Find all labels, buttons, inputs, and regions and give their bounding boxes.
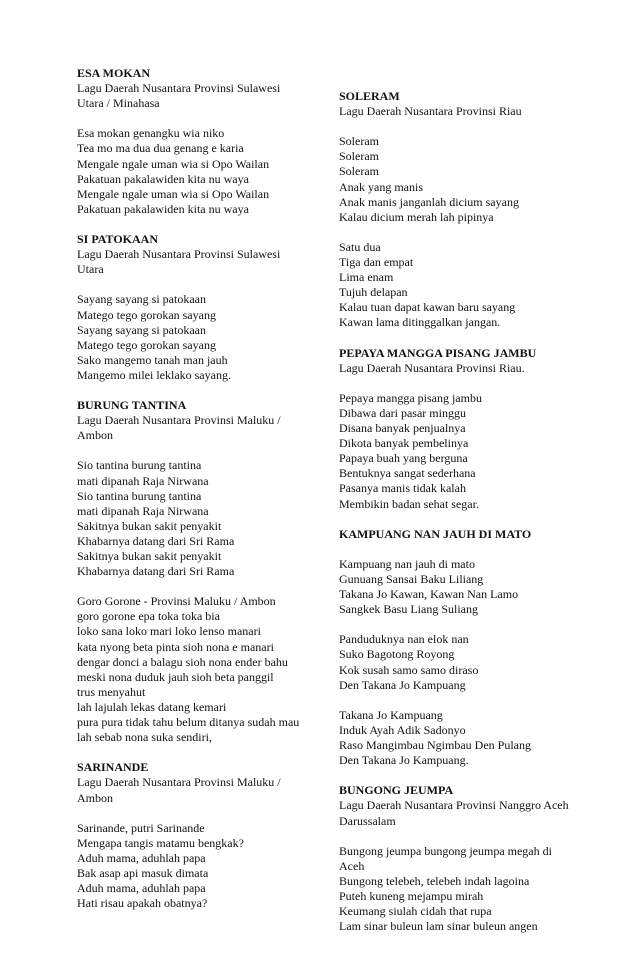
lyric-line: Kalau tuan dapat kawan baru sayang [339,300,516,315]
lyric-line: Soleram [339,164,379,179]
lyric-line: Tiga dan empat [339,255,414,270]
song-origin: Lagu Daerah Nusantara Provinsi Riau [339,104,522,119]
lyric-line: Sio tantina burung tantina [77,458,202,473]
lyric-line: Disana banyak penjualnya [339,421,466,436]
lyric-line: Sakitnya bukan sakit penyakit [77,549,222,563]
lyric-line: Den Takana Jo Kampuang. [339,753,469,768]
lyric-line: Aduh mama, aduhlah papa [77,850,206,865]
lyric-line: Gunuang Sansai Baku Liliang [339,572,484,586]
lyric-line: loko sana loko mari loko lenso manari [77,624,261,639]
lyric-line: Pakatuan pakalawiden kita nu waya [77,171,249,186]
song-title-si-patokaan: SI PATOKAAN [77,232,159,247]
lyric-line: Bak asap api masuk dimata [77,865,209,880]
lyric-line: Anak manis janganlah dicium sayang [339,194,519,209]
lyric-line: Matego tego gorokan sayang [77,337,216,352]
lyric-line: Lima enam [339,270,394,285]
lyric-line: Tea mo ma dua dua genang e karia [77,141,244,156]
lyric-line: Induk Ayah Adik Sadonyo [339,722,466,737]
lyric-line: Kalau dicium merah lah pipinya [339,209,494,224]
lyric-line: Sayang sayang si patokaan [77,292,206,307]
lyric-line: Mengapa tangis matamu bengkak? [77,835,244,850]
left-column [77,66,307,911]
lyric-line: Suko Bagotong Royong [339,647,455,662]
lyric-line: Den Takana Jo Kampuang [339,677,466,692]
lyric-line: mati dipanah Raja Nirwana [77,473,209,488]
lyric-line: Sakitnya bukan sakit penyakit [77,518,222,533]
lyric-line: Panduduknya nan elok nan [339,632,469,647]
lyric-line: Kawan lama ditinggalkan jangan. [339,315,501,330]
song-origin: Lagu Daerah Nusantara Provinsi Sulawesi Utara [77,247,281,277]
song-origin: Lagu Daerah Nusantara Provinsi Nanggro Aceh Darussalam [339,798,569,828]
song-origin: Lagu Daerah Nusantara Provinsi Maluku / Ambon [77,775,281,805]
lyric-line: Sayang sayang si patokaan [77,322,206,337]
lyric-line: Khabarnya datang dari Sri Rama [77,533,235,548]
lyric-line: Pakatuan pakalawiden kita nu waya [77,201,249,216]
song-origin: Lagu Daerah Nusantara Provinsi Riau. [339,360,525,375]
lyric-line: Bungong telebeh, telebeh indah lagoina [339,873,530,888]
song-heading-goro-gorone: Goro Gorone - Provinsi Maluku / Ambon [77,594,276,609]
song-title-burung-tantina: BURUNG TANTINA [77,398,187,413]
lyric-line: Puteh kuneng mejampu mirah [339,888,484,903]
lyric-line: trus menyahut [77,684,146,699]
lyric-line: Raso Mangimbau Ngimbau Den Pulang [339,738,531,753]
lyric-line: dengar donci a balagu sioh nona ender bahu [77,654,288,669]
song-origin: Lagu Daerah Nusantara Provinsi Sulawesi Utara / Minahasa [77,81,281,111]
lyric-line: Tujuh delapan [339,285,408,300]
song-title-sarinande: SARINANDE [77,760,149,775]
lyric-line: kata nyong beta pinta sioh nona e manari [77,639,274,654]
lyric-line: Pasanya manis tidak kalah [339,481,466,496]
lyric-line: goro gorone epa toka toka bia [77,609,220,624]
lyric-line: Soleram [339,134,379,149]
lyric-line: Keumang siulah cidah that rupa [339,904,492,919]
lyric-line: Dibawa dari pasar minggu [339,405,466,420]
lyric-line: Satu dua [339,239,381,254]
lyric-line: Sarinande, putri Sarinande [77,820,205,835]
lyric-line: Anak yang manis [339,179,423,194]
lyric-line: mati dipanah Raja Nirwana [77,503,209,518]
lyric-line: Mangemo milei leklako sayang. [77,367,231,382]
lyric-line: Papaya buah yang berguna [339,451,468,466]
lyric-line: Bentuknya sangat sederhana [339,466,476,481]
lyric-line: Takana Jo Kampuang [339,707,443,722]
lyric-line: Aduh mama, aduhlah papa [77,881,206,896]
lyric-line: Sangkek Basu Liang Suliang [339,602,478,617]
lyric-line: pura pura tidak tahu belum ditanya sudah mau [77,715,300,730]
lyric-line: Lam sinar buleun lam sinar buleun angen [339,919,538,934]
song-title-pepaya: PEPAYA MANGGA PISANG JAMBU [339,345,537,360]
lyric-line: lah sebab nona suka sendiri, [77,730,212,745]
right-column [339,89,575,934]
lyric-line: Pepaya mangga pisang jambu [339,390,482,405]
lyric-line: Mengale ngale uman wia si Opo Wailan [77,156,270,171]
song-title-bungong-jeumpa: BUNGONG JEUMPA [339,783,454,798]
lyric-line: Takana Jo Kawan, Kawan Nan Lamo [339,587,519,602]
lyric-line: Soleram [339,149,379,164]
lyric-line: Khabarnya datang dari Sri Rama [77,564,235,579]
lyric-line: Sako mangemo tanah man jauh [77,352,228,367]
lyric-line: Dikota banyak pembelinya [339,436,469,451]
song-title-esa-mokan: ESA MOKAN [77,66,151,80]
lyric-line: Sio tantina burung tantina [77,488,202,503]
song-origin: Lagu Daerah Nusantara Provinsi Maluku / Ambon [77,413,281,443]
song-title-kampuang: KAMPUANG NAN JAUH DI MATO [339,526,532,541]
lyric-line: Hati risau apakah obatnya? [77,896,208,911]
lyric-line: Kok susah samo samo diraso [339,662,479,677]
lyric-line: Membikin badan sehat segar. [339,496,479,511]
lyric-line: Bungong jeumpa bungong jeumpa megah di Aceh [339,843,552,873]
lyric-line: meski nona duduk jauh sioh beta panggil [77,669,274,684]
lyric-line: Esa mokan genangku wia niko [77,126,225,141]
lyric-line: Kampuang nan jauh di mato [339,556,475,571]
lyric-line: lah lajulah lekas datang kemari [77,699,227,714]
lyric-line: Mengale ngale uman wia si Opo Wailan [77,186,270,201]
lyric-line: Matego tego gorokan sayang [77,307,216,322]
song-title-soleram: SOLERAM [339,89,400,103]
